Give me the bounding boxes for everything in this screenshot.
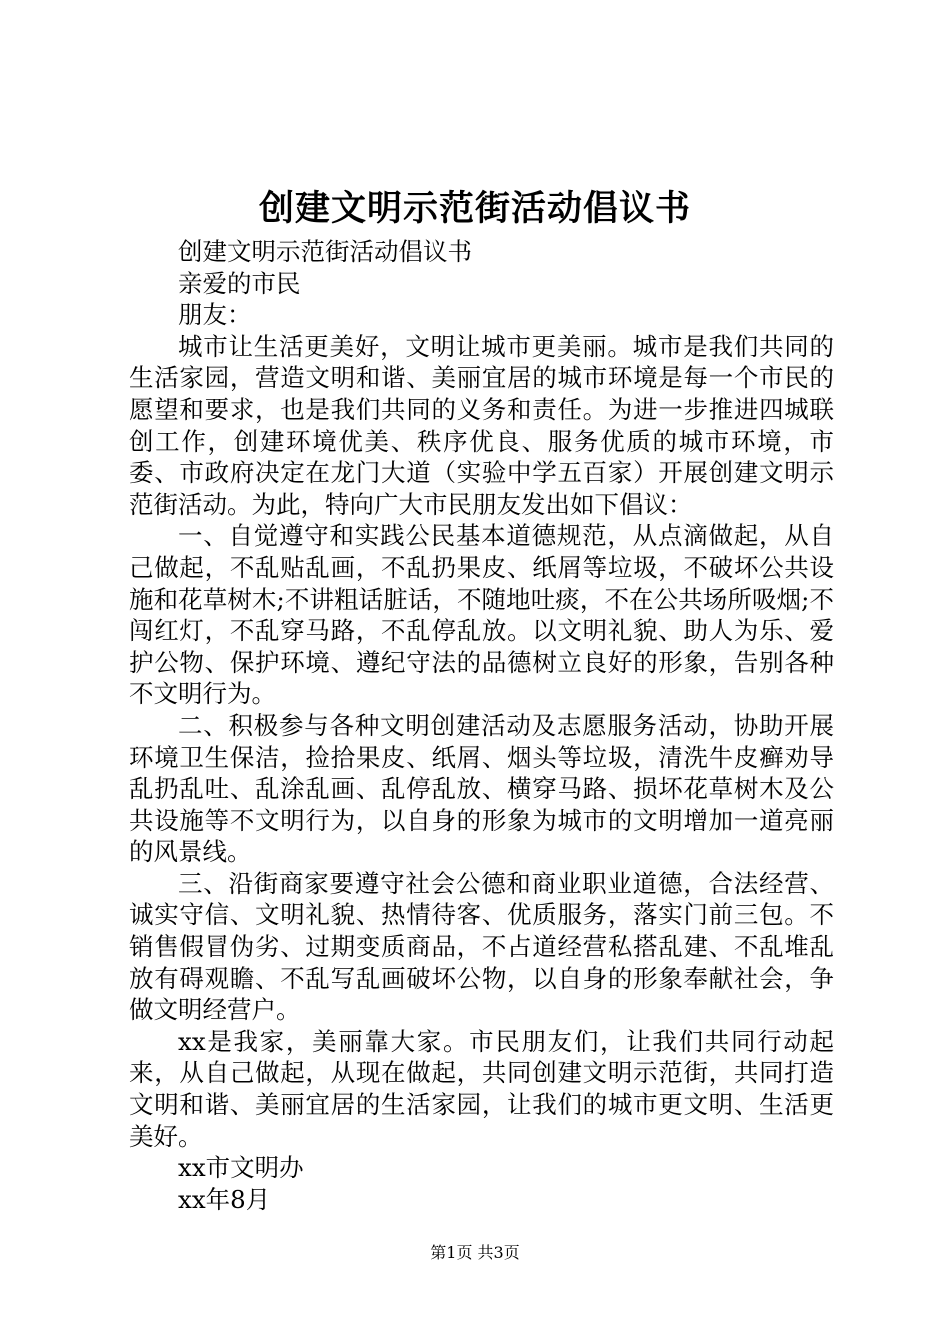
- page-number: 第1页 共3页: [430, 1243, 520, 1262]
- document-subtitle: 创建文明示范街活动倡议书: [178, 237, 472, 266]
- paragraph-proposal-1: 一、自觉遵守和实践公民基本道德规范，从点滴做起，从自己做起，不乱贴乱画，不乱扔果皮、纸屑等垃圾，不破坏公共设施和花草树木;不讲粗话脏话，不随地吐痰，不在公共场所吸烟;不闯红灯，不乱穿马路，不乱停乱放。以文明礼貌、助人为乐、爱护公物、保护环境、遵纪守法的品德树立良好的形象，告别各种不文明行为。: [129, 521, 834, 709]
- document-title: 创建文明示范街活动倡议书: [258, 188, 691, 229]
- salutation-line-2: 朋友：: [178, 300, 252, 330]
- signature: xx市文明办: [178, 1153, 304, 1183]
- salutation-line-1: 亲爱的市民: [178, 268, 301, 298]
- paragraph-proposal-2: 二、积极参与各种文明创建活动及志愿服务活动，协助开展环境卫生保洁，捡拾果皮、纸屑、烟头等垃圾，清洗牛皮癣劝导乱扔乱吐、乱涂乱画、乱停乱放、横穿马路、损坏花草树木及公共设施等不文明行为，以自身的形象为城市的文明增加一道亮丽的风景线。: [129, 710, 834, 867]
- paragraph-closing: xx是我家，美丽靠大家。市民朋友们，让我们共同行动起来，从自己做起，从现在做起，共同创建文明示范街，共同打造文明和谐、美丽宜居的生活家园，让我们的城市更文明、生活更美好。: [129, 1026, 834, 1151]
- date: xx年8月: [178, 1184, 271, 1214]
- paragraph-intro: 城市让生活更美好，文明让城市更美丽。城市是我们共同的生活家园，营造文明和谐、美丽宜居的城市环境是每一个市民的愿望和要求，也是我们共同的义务和责任。为进一步推进四城联创工作，创建环境优美、秩序优良、服务优质的城市环境，市委、市政府决定在龙门大道（实验中学五百家）开展创建文明示范街活动。为此，特向广大市民朋友发出如下倡议：: [129, 331, 834, 519]
- document-body: [129, 236, 834, 1215]
- paragraph-proposal-3: 三、沿街商家要遵守社会公德和商业职业道德，合法经营、诚实守信、文明礼貌、热情待客、优质服务，落实门前三包。不销售假冒伪劣、过期变质商品，不占道经营私搭乱建、不乱堆乱放有碍观瞻、不乱写乱画破坏公物，以自身的形象奉献社会，争做文明经营户。: [129, 868, 834, 1025]
